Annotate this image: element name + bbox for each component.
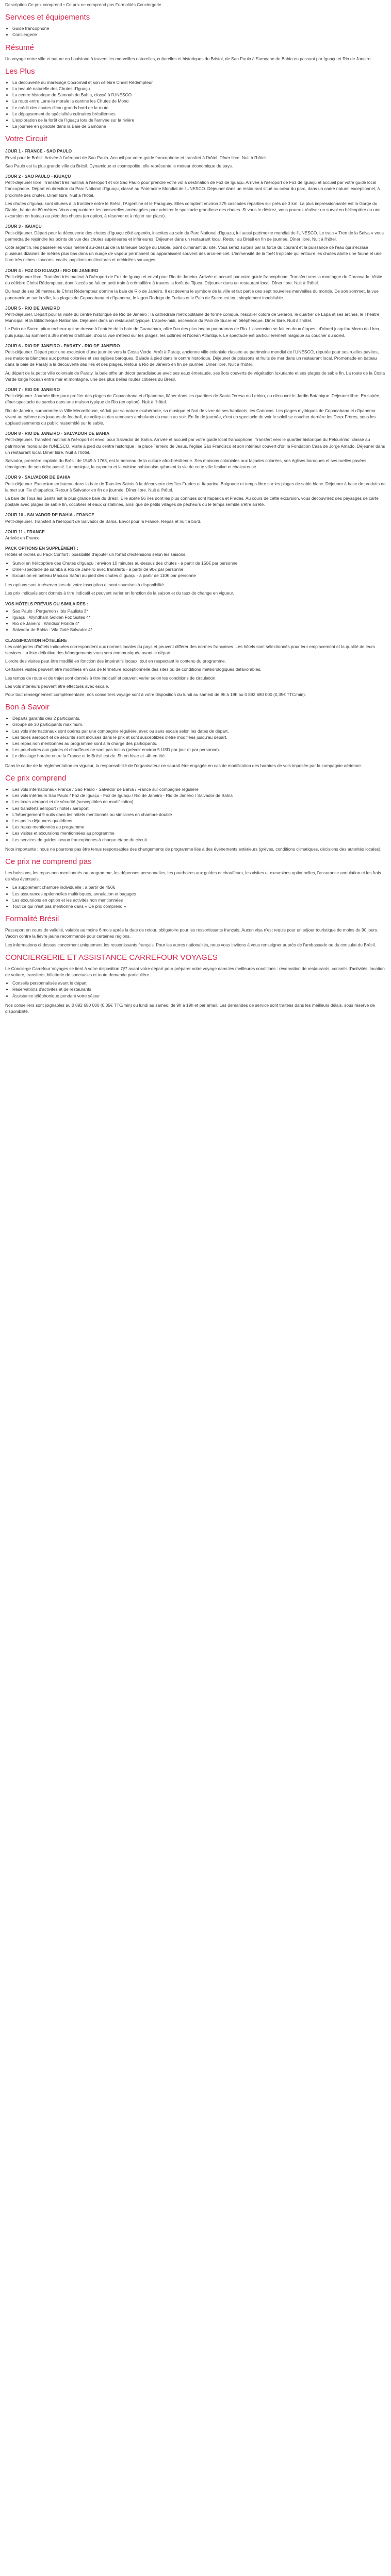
hotel-contact: Pour tout renseignement complémentaire, nos conseillers voyage sont à votre disposition du lundi au samedi de 9h à 19h au 0 892 680 000 (0,35€ TTC/min).	[5, 692, 306, 698]
hotels-list	[5, 608, 386, 633]
day-heading: JOUR 8 - RIO DE JANEIRO - SALVADOR DE BAHIA	[5, 431, 110, 436]
pack-note: Les prix indiqués sont donnés à titre indicatif et peuvent varier en fonction de la saison et du taux de change en vigueur.	[5, 590, 234, 596]
day-text: Petit-déjeuner. Transfert matinal à l'aéroport et envol pour Salvador de Bahia. Arrivée et accueil par votre guide local francophone. Transfert vers le quartier historique du Pelourinho, classé au patrimoine mondial de l'UNESCO. Visite à pied du centre historique : la place Terreiro de Jesus, l'église São Francisco et son intérieur couvert d'or, la Fondation Casa de Jorge Amado. Déjeuner dans un restaurant local. Dîner libre. Nuit à l'hôtel.	[5, 437, 385, 455]
day-block	[5, 529, 386, 541]
comprend-item: • L'hébergement 9 nuits dans les hôtels mentionnés ou similaires en chambre double	[12, 811, 386, 818]
resume-title: Résumé	[5, 43, 34, 52]
pack-heading: PACK OPTIONS EN SUPPLÉMENT :	[5, 546, 78, 551]
formalites-extra: Les informations ci-dessus concernent uniquement les ressortissants français. Pour les autres nationalités, nous vous invitons à vous renseigner auprès de l'ambassade ou du consulat du Brésil.	[5, 942, 376, 947]
plus-title: Les Plus	[5, 66, 35, 76]
comprend-item: • Les repas mentionnés au programme	[12, 824, 386, 830]
noncomprend-item: • Les assurances optionnelles multirisques, annulation et bagages	[12, 891, 386, 897]
hotel-item: • Rio de Janeiro : Windsor Flórida 4*	[12, 620, 386, 626]
day-heading: JOUR 9 - SALVADOR DE BAHIA	[5, 474, 71, 480]
comprend-item: • Les vols internationaux France / Sao Paulo - Salvador de Bahia / France sur compagnie régulière	[12, 786, 386, 792]
day-heading: JOUR 7 - RIO DE JANEIRO	[5, 386, 60, 392]
day-text: Envol pour le Brésil. Arrivée à l'aéroport de Sao Paulo. Accueil par votre guide francophone et transfert à l'hôtel. Dîner libre. Nuit à l'hôtel.	[5, 155, 267, 160]
day-text: Petit-déjeuner. Départ pour la découverte des chutes d'Iguaçu côté argentin, inscrites au sein du Parc National d'Iguazu, lui aussi patrimoine mondial de l'UNESCO. Le train « Tren de la Selva » vous permettra de rejoindre les points de vue des chutes supérieures et inférieures. Déjeuner dans un restaurant local. Retour au Brésil en fin de journée. Dîner libre. Nuit à l'hôtel.	[5, 230, 384, 242]
comprend-note: Note importante : nous ne pourrons pas être tenus responsables des changements de programme liés à des événements extérieurs (grèves, conditions climatiques, décisions des autorités locales).	[5, 846, 382, 852]
plus-list	[5, 79, 386, 130]
services-title: Services et équipements	[5, 13, 90, 22]
day-heading: JOUR 4 - FOZ DO IGUAÇU - RIO DE JANEIRO	[5, 267, 99, 273]
breadcrumb[interactable]: Description Ce prix comprend • Ce prix ne comprend pas Formalités Conciergerie	[5, 2, 161, 7]
day-text: Petit-déjeuner libre. Transfert très matinal à l'aéroport et vol Sao Paulo pour prendre votre vol à destination de Foz de Iguaçu. Arrivée à l'aéroport de Foz de Iguaçu et accueil par votre guide local francophone. Départ en direction du Parc National d'Iguaçu, classé au Patrimoine Mondial de l'UNESCO. Déjeuner dans un restaurant situé au cœur du parc, dans un cadre naturel exceptionnel, à proximité des chutes. Dîner libre. Nuit à l'hôtel.	[5, 180, 380, 198]
day-extra: Côté argentin, les passerelles vous mènent au-dessus de la fameuse Gorge du Diable, point culminant du site. Vous serez surpris par la force du courant et la puissance de l'eau qui s'écrase plusieurs dizaines de mètres plus bas dans un nuage de vapeur permanent où apparaissent souvent des arcs-en-ciel. L'immensité de la forêt tropicale qui entoure les chutes abrite une faune et une flore très riches : toucans, coatis, papillons multicolores et orchidées sauvages.	[5, 245, 382, 263]
day-text: Petit-déjeuner. Départ pour une excursion d'une journée vers la Costa Verde. Arrêt à Paraty, ancienne ville coloniale classée au patrimoine mondial de l'UNESCO, réputée pour ses ruelles pavées, ses maisons blanches aux portes colorées et ses églises baroques. Balade à pied dans le centre historique. Déjeuner de poissons et fruits de mer dans un restaurant local. Promenade en bateau dans la baie de Paraty à la découverte des îles et des plages. Retour à Rio de Janeiro en fin de journée. Dîner libre. Nuit à l'hôtel.	[5, 349, 379, 367]
hotel-item: • Iguaçu : Wyndham Golden Foz Suites 4*	[12, 614, 386, 620]
day-extra: La baie de Tous les Saints est la plus grande baie du Brésil. Elle abrite 56 îles dont les plus connues sont Itaparica et Frades. Au cours de cette excursion, vous découvrirez des paysages de carte postale avec plages de sable fin, cocotiers et eaux cristallines, ainsi que de petits villages de pêcheurs où le temps semble s'être arrêté.	[5, 495, 379, 507]
noncomprend-title: Ce prix ne comprend pas	[5, 857, 92, 866]
day-extra: Sao Paulo est la plus grande ville du Brésil. Dynamique et cosmopolite, elle représente le moteur économique du pays.	[5, 163, 233, 168]
bon-item: • Le décalage horaire entre la France et le Brésil est de -5h en hiver et -4h en été.	[12, 753, 386, 759]
day-block	[5, 474, 386, 507]
day-block	[5, 148, 386, 169]
day-heading: JOUR 6 - RIO DE JANEIRO - PARATY - RIO DE JANEIRO	[5, 343, 120, 348]
comprend-item: • Les visites et excursions mentionnées au programme	[12, 830, 386, 836]
day-extra: Les chutes d'Iguaçu sont situées à la frontière entre le Brésil, l'Argentine et le Paraguay. Elles comptent environ 275 cascades réparties sur près de 3 km. La plus impressionnante est la Gorge du Diable, haute de 80 mètres. Vous emprunterez les passerelles aménagées pour admirer le spectacle grandiose des chutes. Si vous le désirez, vous pourrez réaliser un survol en hélicoptère ou une excursion en bateau au pied des chutes (en option, à réserver et à régler sur place).	[5, 200, 381, 219]
services-item: • Guide francophone	[12, 25, 386, 31]
formalites-title: Formalité Brésil	[5, 914, 59, 924]
plus-item: • La route entre Lane-la morale la cantine les Chutes de Mono	[12, 98, 386, 104]
pack-item: • Survol en hélicoptère des Chutes d'Iguaçu : environ 10 minutes au-dessus des chutes - à partir de 150€ par personne	[12, 560, 386, 566]
bon-item: • Les repas non mentionnés au programme sont à la charge des participants.	[12, 740, 386, 747]
pack-note: Les options sont à réserver lors de votre inscription et sont soumises à disponibilité.	[5, 582, 166, 588]
bon-list	[5, 715, 386, 759]
day-block	[5, 173, 386, 219]
formalites-text: Passeport en cours de validité, valable au moins 6 mois après la date de retour, obligatoire pour les ressortissants français. Aucun visa n'est requis pour un séjour touristique de moins de 90 jours. Vaccin contre la fièvre jaune recommandé pour certaines régions.	[5, 927, 379, 939]
services-list	[5, 25, 386, 38]
bon-item: • Départs garantis dès 2 participants.	[12, 715, 386, 721]
classification-text: Les catégories d'hôtels indiquées correspondent aux normes locales du pays et peuvent différer des normes françaises. Les hôtels sont sélectionnés pour leur emplacement et la qualité de leurs services. La liste définitive des hébergements vous sera communiquée avant le départ.	[5, 643, 375, 656]
day-text: Petit-déjeuner. Départ pour la visite du centre historique de Rio de Janeiro : la cathédrale métropolitaine de forme conique, l'escalier coloré de Selarón, le quartier de Lapa et ses arches, le Théâtre Municipal et la Bibliothèque Nationale. Déjeuner dans un restaurant typique. L'après-midi, ascension du Pain de Sucre en téléphérique. Dîner libre. Nuit à l'hôtel.	[5, 311, 380, 324]
comprend-title: Ce prix comprend	[5, 773, 67, 783]
noncomprend-text: Les boissons, les repas non mentionnés au programme, les dépenses personnelles, les pourboires aux guides et chauffeurs, les visites et excursions optionnelles, l'assurance annulation et les frais de visa éventuels.	[5, 870, 381, 882]
bon-item: • Les taxes aéroport et de sécurité sont incluses dans le prix et sont susceptibles d'être modifiées jusqu'au départ.	[12, 734, 386, 740]
day-block	[5, 343, 386, 382]
plus-item: • L'exploration de la forêt de l'Iguaçu lors de l'arrivée sur la rivière	[12, 117, 386, 123]
pack-item: • Dîner-spectacle de samba à Rio de Janeiro avec transferts - à partir de 90€ par personne	[12, 566, 386, 572]
conciergerie-title: CONCIERGERIE ET ASSISTANCE CARREFOUR VOYAGES	[5, 953, 218, 962]
bon-item: • Les pourboires aux guides et chauffeurs ne sont pas inclus (prévoir environ 5 USD par jour et par personne).	[12, 747, 386, 753]
plus-item: • La beauté naturelle des Chutes d'Iguaçu	[12, 86, 386, 92]
day-heading: JOUR 10 - SALVADOR DE BAHIA - FRANCE	[5, 512, 94, 518]
day-block	[5, 512, 386, 524]
day-block	[5, 386, 386, 426]
day-text: Arrivée en France.	[5, 535, 41, 540]
conciergerie-list	[5, 980, 386, 999]
plus-item: • La centre historique de Samoah de Bahia, classé à l'UNESCO	[12, 92, 386, 98]
day-text: Petit-déjeuner. Excursion en bateau dans la baie de Tous les Saints à la découverte des îles Frades et Itaparica. Baignade et temps libre sur les plages de sable blanc. Déjeuner à base de produits de la mer sur l'île d'Itaparica. Retour à Salvador en fin de journée. Dîner libre. Nuit à l'hôtel.	[5, 481, 386, 493]
comprend-item: • Les petits-déjeuners quotidiens	[12, 818, 386, 824]
page	[0, 0, 391, 1014]
circuit-title: Votre Circuit	[5, 134, 47, 144]
bon-extra: Dans le cadre de la réglementation en vigueur, la responsabilité de l'organisateur ne saurait être engagée en cas de modification des horaires de vols imposée par la compagnie aérienne.	[5, 762, 362, 768]
day-text: Petit-déjeuner. Journée libre pour profiter des plages de Copacabana et d'Ipanema, flâner dans les quartiers de Santa Teresa ou Leblon, ou découvrir le Jardin Botanique. Déjeuner libre. En soirée, dîner-spectacle de samba dans une maison typique de Rio (en option). Nuit à l'hôtel.	[5, 393, 381, 405]
plus-item: • La découverte du marécage Cocromail et son célèbre Christ Rédempteur	[12, 79, 386, 86]
hotel-note: Les vols intérieurs peuvent être effectués avec escale.	[5, 683, 109, 689]
hotel-note: L'ordre des visites peut être modifié en fonction des impératifs locaux, tout en respectant le contenu du programme.	[5, 658, 226, 664]
conciergerie-extra: Nos conseillers sont joignables au 0 892 680 000 (0,35€ TTC/min) du lundi au samedi de 9h à 19h et par email. Les demandes de service sont traitées dans les meilleurs délais, sous réserve de disponibilité.	[5, 1002, 375, 1014]
day-extra: Du haut de ses 38 mètres, le Christ Rédempteur domine la baie de Rio de Janeiro. Il est devenu le symbole de la ville et fait partie des sept nouvelles merveilles du monde. De son sommet, la vue panoramique sur la ville, les plages de Copacabana et d'Ipanema, le lagon Rodrigo de Freitas et le Pain de Sucre est tout simplement inoubliable.	[5, 289, 379, 300]
day-heading: JOUR 3 - IGUAÇU	[5, 224, 42, 229]
conciergerie-item: • Conseils personnalisés avant le départ	[12, 980, 386, 986]
comprend-item: • Les taxes aéroport et de sécurité (susceptibles de modification)	[12, 799, 386, 805]
conciergerie-item: • Réservations d'activités et de restaurants	[12, 986, 386, 992]
comprend-item: • Les vols intérieurs Sao Paulo / Foz de Iguaçu - Foz de Iguaçu / Rio de Janeiro - Rio de Janeiro / Salvador de Bahia	[12, 792, 386, 799]
classification-heading: CLASSIFICATION HÔTELIÈRE	[5, 637, 67, 643]
hotel-note: Certaines visites peuvent être modifiées en cas de fermeture exceptionnelle des sites ou de conditions météorologiques défavorables.	[5, 667, 262, 672]
pack-list	[5, 560, 386, 579]
noncomprend-list	[5, 884, 386, 909]
day-text: Petit-déjeuner. Transfert à l'aéroport de Salvador de Bahia. Envol pour la France. Repas et nuit à bord.	[5, 518, 202, 524]
comprend-item: • Les transferts aéroport / hôtel / aéroport	[12, 805, 386, 811]
bon-title: Bon à Savoir	[5, 703, 50, 712]
day-extra: Le Pain de Sucre, piton rocheux qui se dresse à l'entrée de la baie de Guanabara, offre l'un des plus beaux panoramas de Rio. L'ascension se fait en deux étapes : d'abord jusqu'au Morro da Urca, puis jusqu'au sommet à 396 mètres d'altitude, d'où la vue s'étend sur les plages, les collines et l'océan Atlantique. Le spectacle est particulièrement magique au coucher du soleil.	[5, 326, 381, 338]
noncomprend-item: • Les excursions en option et les activités non mentionnées	[12, 897, 386, 903]
bon-item: • Les vols internationaux sont opérés par une compagnie régulière, avec ou sans escale selon les dates de départ.	[12, 728, 386, 734]
hotel-item: • Salvador de Bahia : Vila Galé Salvador 4*	[12, 626, 386, 633]
day-extra: Rio de Janeiro, surnommée la Ville Merveilleuse, séduit par sa nature exubérante, sa musique et l'art de vivre de ses habitants, les Cariocas. Les plages mythiques de Copacabana et d'Ipanema vivent au rythme des joueurs de football, de volley et des vendeurs ambulants du matin au soir. En fin de journée, c'est un spectacle de voir le soleil se coucher derrière les Deux Frères, sous les applaudissements du public rassemblé sur le sable.	[5, 408, 376, 426]
day-heading: JOUR 1 - FRANCE - SAO PAULO	[5, 148, 72, 154]
services-item: • Conciergerie	[12, 31, 386, 38]
noncomprend-item: • Tout ce qui n'est pas mentionné dans « Ce prix comprend »	[12, 903, 386, 909]
conciergerie-item: • Assistance téléphonique pendant votre séjour	[12, 993, 386, 999]
hotel-note: Les temps de route et de trajet sont donnés à titre indicatif et peuvent varier selon les conditions de circulation.	[5, 675, 217, 681]
day-heading: JOUR 2 - SAO PAULO - IGUAÇU	[5, 174, 71, 179]
day-block	[5, 223, 386, 263]
day-heading: JOUR 11 - FRANCE	[5, 529, 45, 534]
day-block	[5, 305, 386, 338]
bon-item: • Groupe de 30 participants maximum.	[12, 721, 386, 727]
plus-item: • Le crédit des chutes d'eau grands bord de la route	[12, 105, 386, 111]
day-block	[5, 430, 386, 470]
plus-item: • La journée en gondole dans la Baie de Samoane	[12, 123, 386, 129]
day-heading: JOUR 5 - RIO DE JANEIRO	[5, 305, 60, 311]
day-extra: Au départ de la petite ville coloniale de Paraty, la baie offre un décor paradisiaque avec ses eaux émeraude, ses îlots couverts de végétation luxuriante et ses plages de sable fin. La route de la Costa Verde longe l'océan entre mer et montagne, une des plus belles routes côtières du Brésil.	[5, 370, 385, 382]
pack-intro: Hôtels et ordres du Pack Confort : possibilité d'ajouter un forfait d'extensions selon les saisons.	[5, 552, 187, 557]
hotel-item: • Sao Paulo : Pergamon / Ibis Paulista 3*	[12, 608, 386, 614]
conciergerie-text: Le Concierge Carrefour Voyages se tient à votre disposition 7j/7 avant votre départ pour préparer votre voyage dans les meilleures conditions : réservation de restaurants, conseils d'activités, location de voiture, transferts, billetterie de spectacles et toute demande particulière.	[5, 965, 385, 977]
day-block	[5, 267, 386, 301]
noncomprend-item: • Le supplément chambre individuelle : à partir de 450€	[12, 884, 386, 890]
comprend-list	[5, 786, 386, 843]
pack-item: • Excursion en bateau Macuco Safari au pied des chutes d'Iguaçu - à partir de 110€ par personne	[12, 572, 386, 579]
hotels-heading: VOS HÔTELS PRÉVUS OU SIMILAIRES :	[5, 601, 89, 606]
pack-options	[5, 545, 386, 596]
day-text: Petit-déjeuner libre. Transfert très matinal à l'aéroport de Foz de Iguaçu et envol pour Rio de Janeiro. Arrivée et accueil par votre guide francophone. Transfert vers la montagne du Corcovado. Visite du célèbre Christ Rédempteur, dont l'accès se fait en petit train à crémaillère à travers la forêt de Tijuca. Déjeuner dans un restaurant local. Dîner libre. Nuit à l'hôtel.	[5, 274, 382, 286]
resume-text: Un voyage entre ville et nature en Louisiane à travers les merveilles naturelles, culturelles et historiques du Bristol, de San Paulo à Samoane de Bahia en passant par Iguaçu et Rio de Janeiro.	[5, 56, 372, 61]
comprend-item: • Les services de guides locaux francophones à chaque étape du circuit	[12, 837, 386, 843]
plus-item: • Le dépaysement de spécialités culinaires brésiliennes	[12, 111, 386, 117]
day-extra: Salvador, première capitale du Brésil de 1549 à 1763, est le berceau de la culture afro-brésilienne. Ses maisons coloniales aux façades colorées, ses églises baroques et ses ruelles pavées témoignent de son riche passé. La musique, la capoeira et la cuisine bahianaise rythment la vie de cette ville festive et chaleureuse.	[5, 457, 367, 470]
hotels-block	[5, 601, 386, 698]
